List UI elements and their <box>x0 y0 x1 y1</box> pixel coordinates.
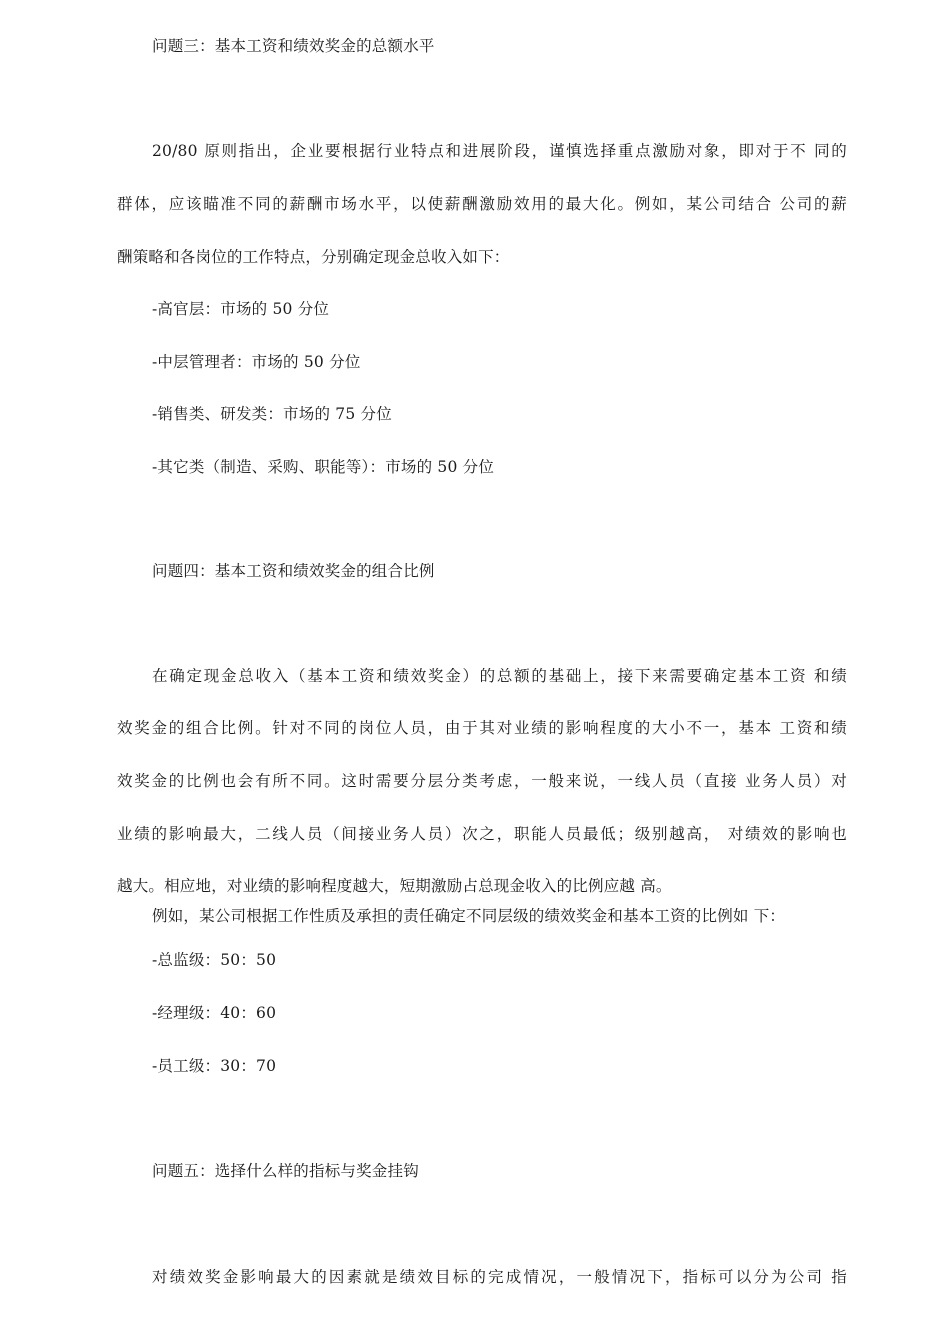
list-item: -其它类（制造、采购、职能等）：市场的 50 分位 <box>152 458 495 476</box>
list-item: -经理级：40：60 <box>152 1004 277 1022</box>
list-item: -中层管理者：市场的 50 分位 <box>152 353 361 371</box>
section5-heading: 问题五：选择什么样的指标与奖金挂钩 <box>152 1162 419 1180</box>
list-item: -高官层：市场的 50 分位 <box>152 300 330 318</box>
list-item: -销售类、研发类：市场的 75 分位 <box>152 405 392 423</box>
section4-paragraph-line: 越大。相应地，对业绩的影响程度越大，短期激励占总现金收入的比例应越 高。 <box>117 877 672 895</box>
section4-paragraph-line: 业绩的影响最大，二线人员（间接业务人员）次之，职能人员最低；级别越高， 对绩效的影响也 <box>117 825 847 843</box>
section4-paragraph-line: 效奖金的组合比例。针对不同的岗位人员，由于其对业绩的影响程度的大小不一，基本 工资和绩 <box>117 719 847 737</box>
section3-heading: 问题三：基本工资和绩效奖金的总额水平 <box>152 37 435 55</box>
section3-paragraph-line: 群体，应该瞄准不同的薪酬市场水平，以使薪酬激励效用的最大化。例如，某公司结合 公司的薪 <box>117 195 847 213</box>
list-item: -员工级：30：70 <box>152 1057 277 1075</box>
section3-paragraph-line: 20/80 原则指出，企业要根据行业特点和进展阶段，谨慎选择重点激励对象，即对于不 同的 <box>152 142 847 160</box>
section5-paragraph-line: 对绩效奖金影响最大的因素就是绩效目标的完成情况，一般情况下，指标可以分为公司 指 <box>152 1268 847 1286</box>
section4-example: 例如，某公司根据工作性质及承担的责任确定不同层级的绩效奖金和基本工资的比例如 下： <box>152 907 786 925</box>
list-item: -总监级：50：50 <box>152 951 277 969</box>
section4-paragraph-line: 效奖金的比例也会有所不同。这时需要分层分类考虑，一般来说，一线人员（直接 业务人员）对 <box>117 772 847 790</box>
section3-paragraph-line: 酬策略和各岗位的工作特点，分别确定现金总收入如下： <box>117 248 510 266</box>
section4-heading: 问题四：基本工资和绩效奖金的组合比例 <box>152 562 435 580</box>
section4-paragraph-line: 在确定现金总收入（基本工资和绩效奖金）的总额的基础上，接下来需要确定基本工资 和绩 <box>152 667 847 685</box>
